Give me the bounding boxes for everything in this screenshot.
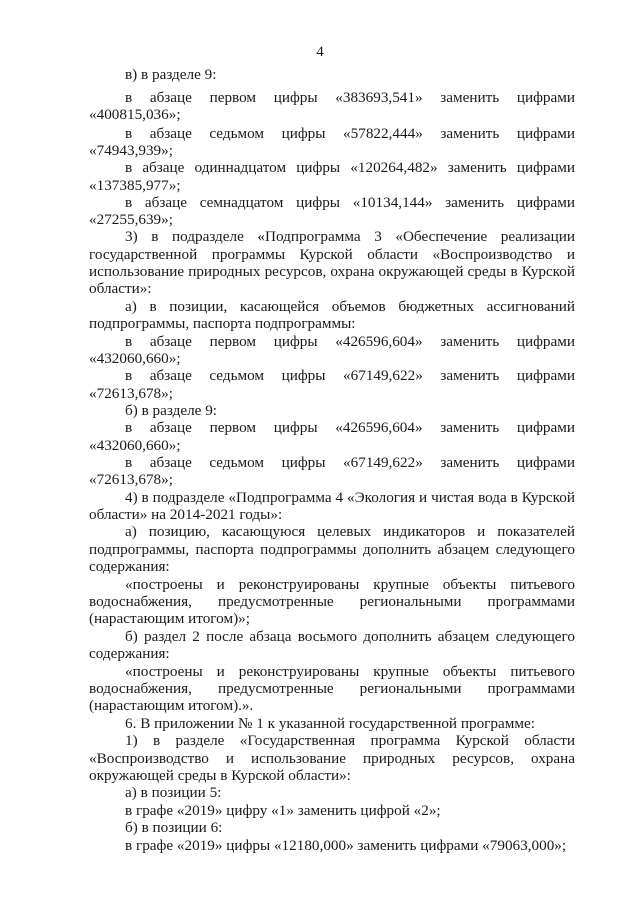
text-line: б) раздел 2 после абзаца восьмого дополнить абзацем следующего <box>125 628 575 645</box>
text-line: «400815,036»; <box>89 106 181 123</box>
text-line: в графе «2019» цифры «12180,000» заменить цифрами «79063,000»; <box>125 837 567 854</box>
text-line: 1) в разделе «Государственная программа Курской области <box>125 732 575 749</box>
text-line: «432060,660»; <box>89 437 181 454</box>
text-line: «Воспроизводство и использование природных ресурсов, охрана <box>89 750 575 767</box>
text-line: в абзаце первом цифры «426596,604» заменить цифрами <box>125 333 575 350</box>
text-line: в абзаце седьмом цифры «57822,444» заменить цифрами <box>125 125 575 142</box>
text-line: «27255,639»; <box>89 211 173 228</box>
text-line: «72613,678»; <box>89 385 173 402</box>
text-line: в) в разделе 9: <box>125 66 217 83</box>
text-line: «построены и реконструированы крупные объекты питьевого <box>125 576 575 593</box>
text-line: в абзаце одиннадцатом цифры «120264,482» заменить цифрами <box>125 159 575 176</box>
text-line: водоснабжения, предусмотренные региональными программами <box>89 680 575 697</box>
text-line: а) в позиции, касающейся объемов бюджетных ассигнований <box>125 298 575 315</box>
text-line: «72613,678»; <box>89 471 173 488</box>
text-line: б) в позиции 6: <box>125 819 223 836</box>
text-line: государственной программы Курской области «Воспроизводство и <box>89 246 575 263</box>
text-line: в абзаце седьмом цифры «67149,622» заменить цифрами <box>125 454 575 471</box>
text-line: в графе «2019» цифру «1» заменить цифрой «2»; <box>125 802 441 819</box>
text-line: б) в разделе 9: <box>125 402 218 419</box>
text-line: содержания: <box>89 645 170 662</box>
page-number: 4 <box>316 44 324 60</box>
text-line: «построены и реконструированы крупные объекты питьевого <box>125 663 575 680</box>
text-line: области»: <box>89 280 152 297</box>
text-line: (нарастающим итогом).». <box>89 697 254 714</box>
text-line: в абзаце семнадцатом цифры «10134,144» заменить цифрами <box>125 194 575 211</box>
text-line: содержания: <box>89 558 170 575</box>
text-line: окружающей среды в Курской области»: <box>89 767 351 784</box>
text-line: водоснабжения, предусмотренные региональными программами <box>89 593 575 610</box>
text-line: области» на 2014-2021 годы»: <box>89 506 283 523</box>
text-line: в абзаце первом цифры «426596,604» заменить цифрами <box>125 419 575 436</box>
text-line: подпрограммы, паспорта подпрограммы дополнить абзацем следующего <box>89 541 575 558</box>
text-line: 3) в подразделе «Подпрограмма 3 «Обеспечение реализации <box>125 228 575 245</box>
text-line: использование природных ресурсов, охрана окружающей среды в Курской <box>89 263 575 280</box>
text-line: подпрограммы, паспорта подпрограммы: <box>89 315 356 332</box>
text-line: «74943,939»; <box>89 142 173 159</box>
text-line: в абзаце седьмом цифры «67149,622» заменить цифрами <box>125 367 575 384</box>
text-line: а) позицию, касающуюся целевых индикаторов и показателей <box>125 523 575 540</box>
text-line: (нарастающим итогом)»; <box>89 610 250 627</box>
text-line: 6. В приложении № 1 к указанной государственной программе: <box>125 715 535 732</box>
text-line: а) в позиции 5: <box>125 784 222 801</box>
text-line: «432060,660»; <box>89 350 181 367</box>
text-line: 4) в подразделе «Подпрограмма 4 «Экология и чистая вода в Курской <box>125 489 575 506</box>
text-line: «137385,977»; <box>89 177 181 194</box>
text-line: в абзаце первом цифры «383693,541» заменить цифрами <box>125 89 575 106</box>
